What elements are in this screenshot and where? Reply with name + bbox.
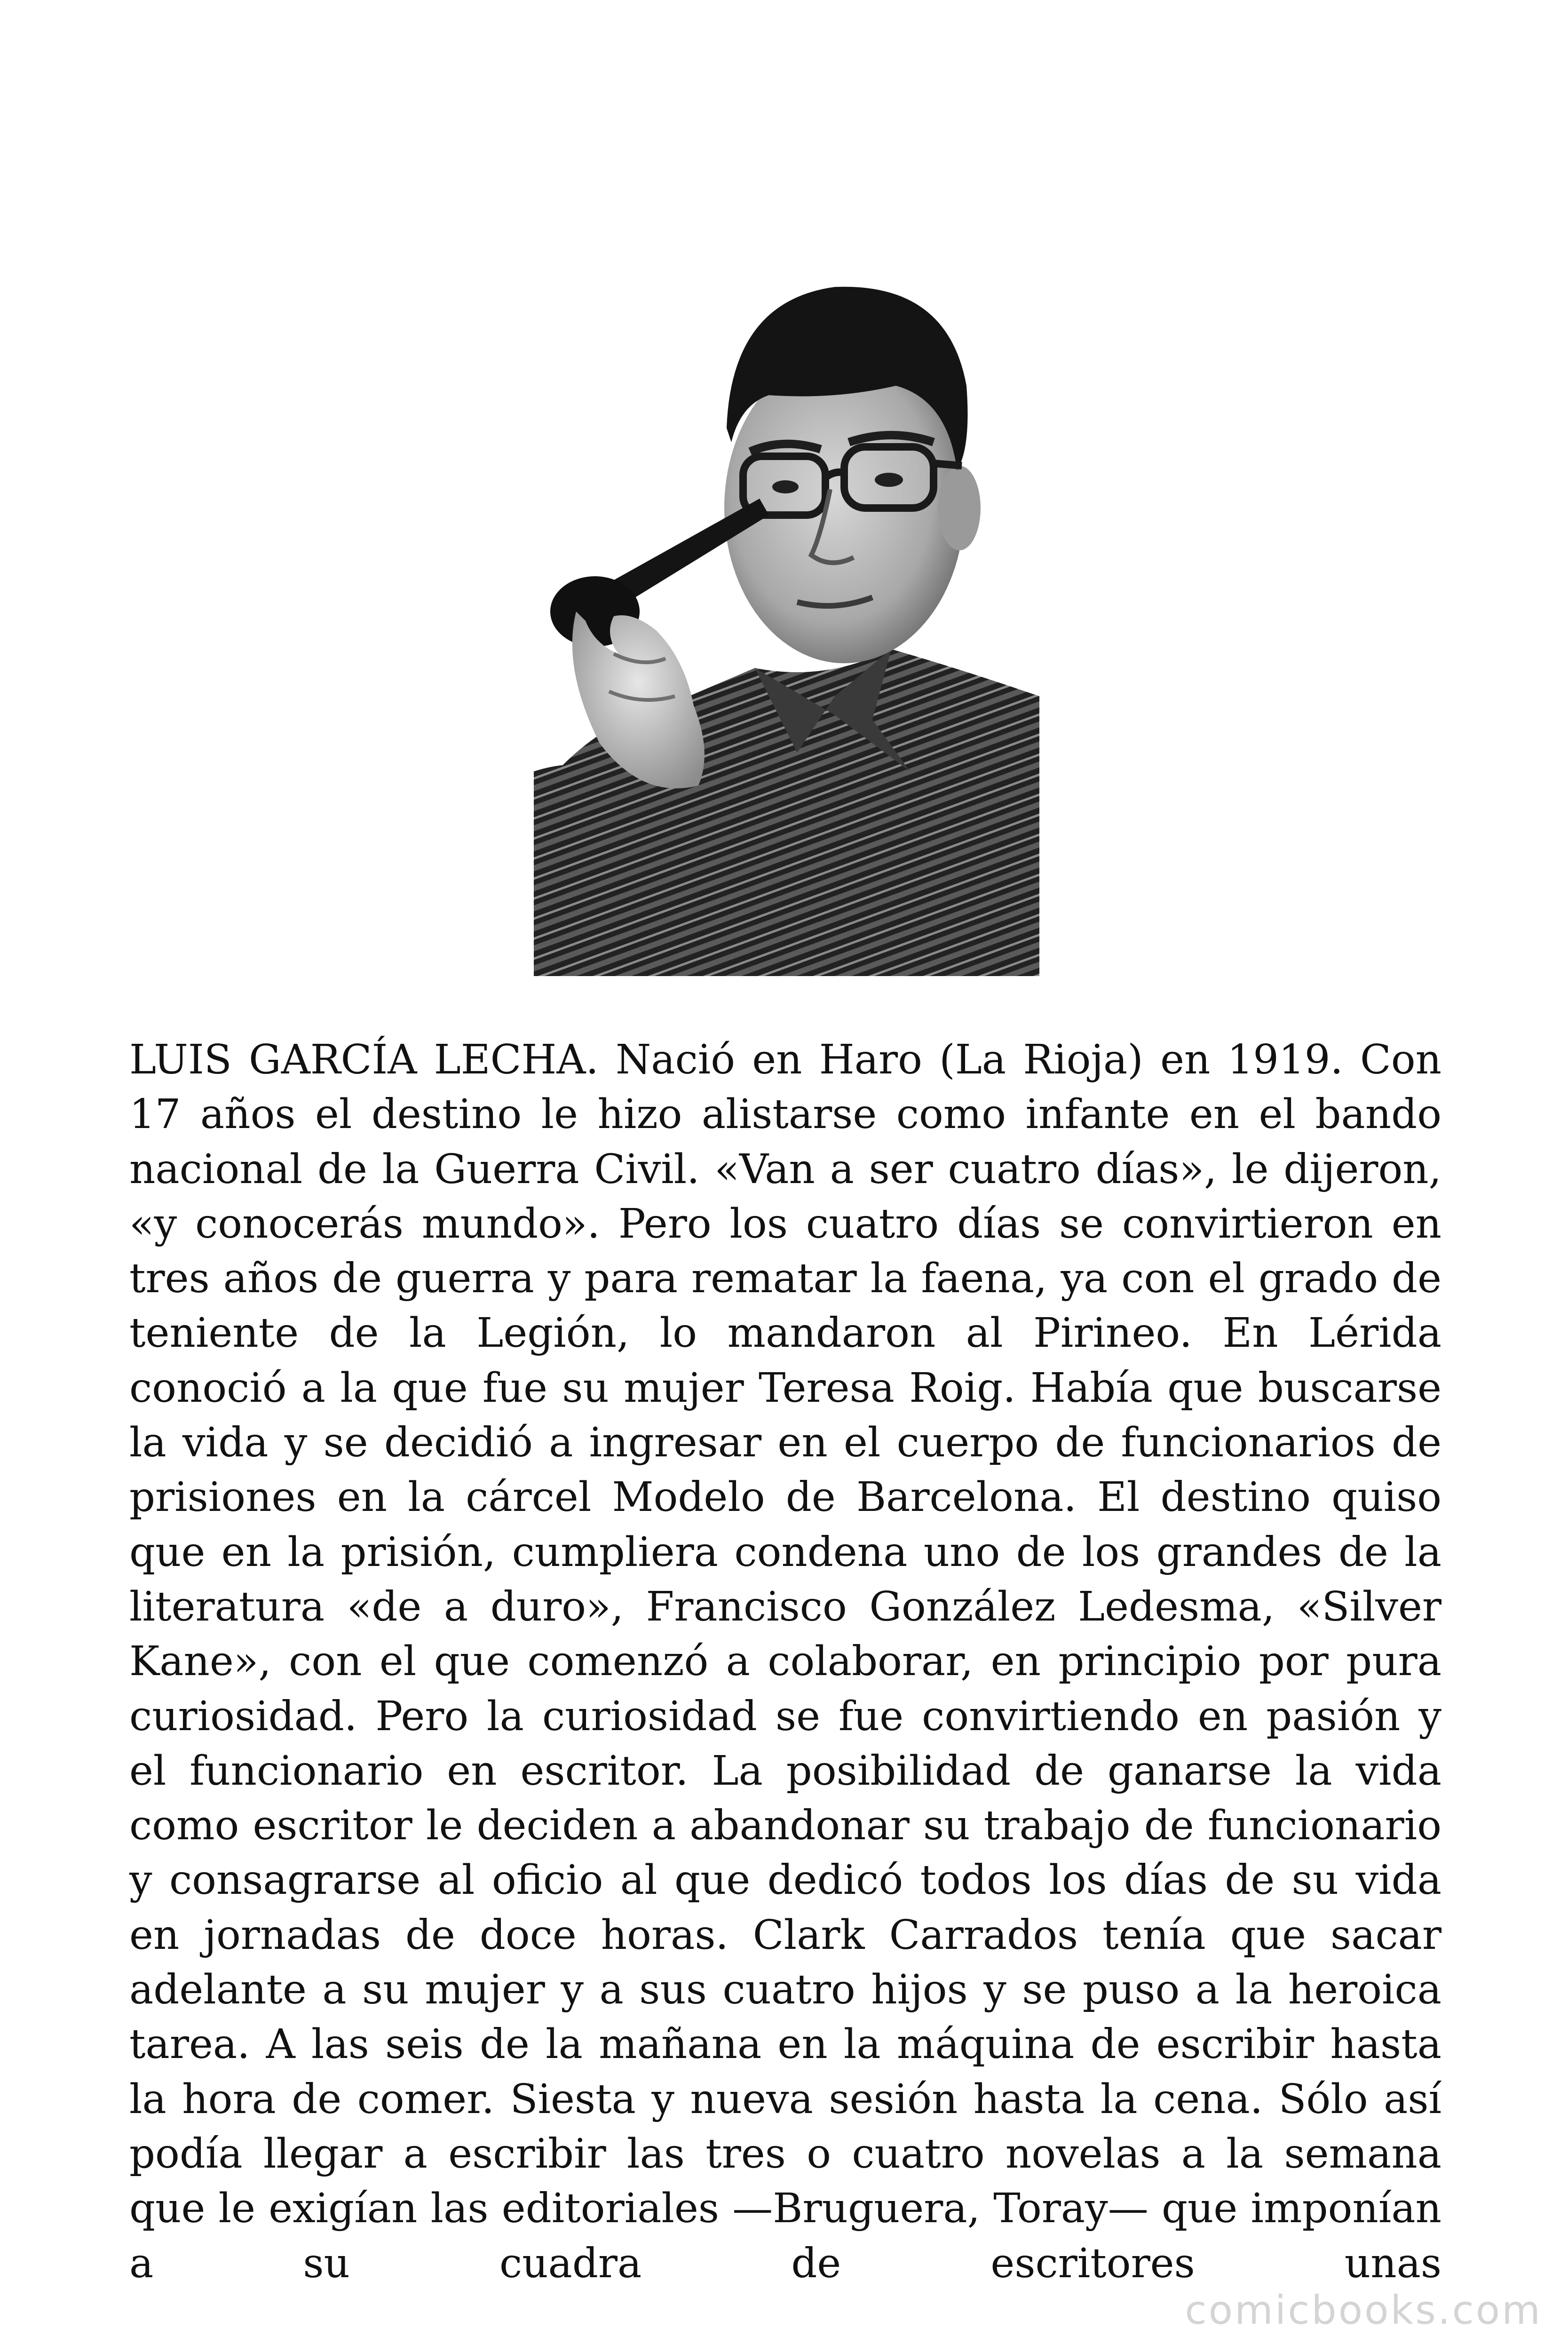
glasses-shape (743, 447, 962, 515)
author-portrait-photo (534, 245, 1039, 976)
author-biography: LUIS GARCÍA LECHA. Nació en Haro (La Rioja) en 1919. Con 17 años el destino le hizo alistarse como infante en el bando nacional de la Guerra Civil. «Van a ser cuatro días», le dijeron, «y conocerás mundo». Pero los cuatro días se convirtieron en tres años de guerra y para rematar la faena, ya con el grado de teniente de la Legión, lo mandaron al Pirineo. En Lérida conoció a la que fue su mujer Teresa Roig. Había que buscarse la vida y se decidió a ingresar en el cuerpo de funcionarios de prisiones en la cárcel Modelo de Barcelona. El destino quiso que en la prisión, cumpliera condena uno de los grandes de la literatura «de a duro», Francisco González Ledesma, «Silver Kane», con el que comenzó a colaborar, en principio por pura curiosidad. Pero la curiosidad se fue convirtiendo en pasión y el funcionario en escritor. La posibilidad de ganarse la vida como escritor le deciden a abandonar su trabajo de funcionario y consagrarse al oficio al que dedicó todos los días de su vida en jornadas de doce horas. Clark Carrados tenía que sacar adelante a su mujer y a sus cuatro hijos y se puso a la heroica tarea. A las seis de la mañana en la máquina de escribir hasta la hora de comer. Siesta y nueva sesión hasta la cena. Sólo así podía llegar a escribir las tres o cuatro novelas a la semana que le exigían las editoriales —Bruguera, Toray— que imponían a su cuadra de escritores unas (129, 1036, 1441, 2287)
ear-shape (938, 466, 981, 550)
watermark: comicbooks.com (1185, 2287, 1542, 2333)
portrait-illustration (534, 245, 1039, 976)
